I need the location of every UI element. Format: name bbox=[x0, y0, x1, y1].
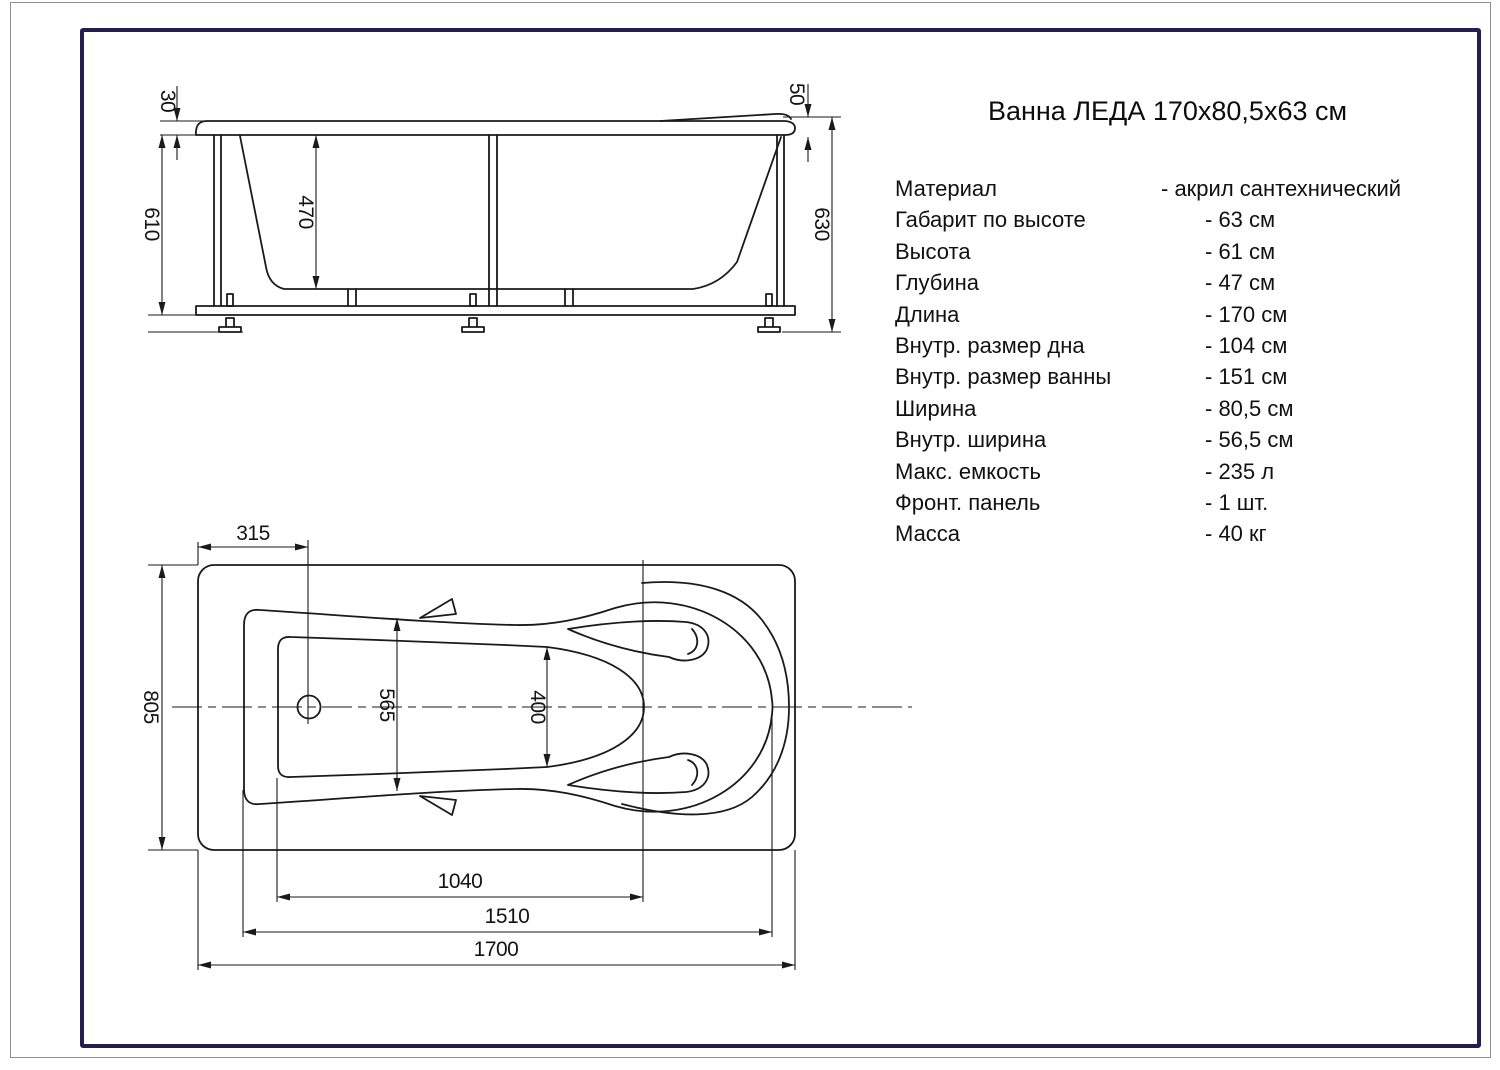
spec-row-inner-size bbox=[895, 361, 1440, 392]
top-dimension-arrowheads bbox=[159, 544, 796, 969]
spec-label: Ширина bbox=[895, 395, 977, 421]
side-view bbox=[140, 83, 841, 332]
side-support-posts bbox=[348, 289, 573, 306]
spec-label: Габарит по высоте bbox=[895, 207, 1086, 233]
spec-value: - 1 шт. bbox=[1205, 490, 1269, 516]
spec-row-height bbox=[895, 236, 1440, 267]
spec-label: Масса bbox=[895, 521, 961, 547]
spec-row-overall-height bbox=[895, 204, 1440, 235]
spec-row-width bbox=[895, 393, 1440, 424]
spec-label: Фронт. панель bbox=[895, 490, 1041, 516]
top-armrest-upper-curl bbox=[688, 629, 697, 654]
spec-row-material bbox=[895, 173, 1440, 204]
spec-label: Внутр. ширина bbox=[895, 427, 1047, 453]
side-interior-profile bbox=[240, 136, 781, 289]
spec-value: - 61 см bbox=[1205, 238, 1276, 264]
spec-panel bbox=[895, 96, 1440, 550]
spec-row-weight bbox=[895, 518, 1440, 549]
dim-overall-width: 805 bbox=[139, 690, 162, 724]
top-extension-lines bbox=[148, 540, 795, 970]
spec-value: - 56,5 см bbox=[1205, 427, 1294, 453]
spec-row-depth bbox=[895, 267, 1440, 298]
dim-overall-height: 630 bbox=[810, 207, 833, 241]
dim-headrest-rise: 50 bbox=[785, 82, 808, 106]
top-armrest-lower-curl bbox=[688, 760, 697, 785]
spec-value: - 151 см bbox=[1205, 364, 1288, 390]
dim-rim-thickness: 30 bbox=[156, 89, 179, 113]
spec-label: Длина bbox=[895, 301, 960, 327]
spec-row-front-panel bbox=[895, 487, 1440, 518]
spec-value: - 47 см bbox=[1205, 270, 1276, 296]
dim-bottom-length: 1040 bbox=[437, 870, 483, 893]
spec-value: - 40 кг bbox=[1205, 521, 1267, 547]
spec-label: Материал bbox=[895, 176, 997, 201]
dim-seat-width: 400 bbox=[526, 690, 549, 724]
spec-row-capacity bbox=[895, 456, 1440, 487]
side-base-rail bbox=[196, 306, 795, 315]
spec-label: Внутр. размер ванны bbox=[895, 364, 1112, 390]
spec-label: Макс. емкость bbox=[895, 458, 1041, 484]
spec-value: - 80,5 см bbox=[1205, 395, 1294, 421]
spec-label: Глубина bbox=[895, 270, 980, 296]
side-feet bbox=[219, 294, 780, 332]
dim-overall-length: 1700 bbox=[473, 938, 519, 961]
page-title: Ванна ЛЕДА 170х80,5х63 см bbox=[987, 96, 1348, 126]
spec-value: - акрил сантехнический bbox=[1161, 176, 1402, 201]
side-headrest-slope bbox=[660, 114, 791, 121]
spec-label: Высота bbox=[895, 238, 971, 264]
dim-drain-offset: 315 bbox=[236, 522, 270, 545]
spec-row-bottom-size bbox=[895, 330, 1440, 361]
spec-value: - 104 см bbox=[1205, 333, 1288, 359]
side-extension-lines bbox=[148, 117, 841, 332]
side-rim bbox=[196, 121, 795, 135]
spec-table bbox=[895, 173, 1440, 550]
spec-label: Внутр. размер дна bbox=[895, 333, 1085, 359]
dim-inner-length: 1510 bbox=[484, 905, 530, 928]
spec-row-inner-width bbox=[895, 424, 1440, 455]
top-view bbox=[139, 522, 912, 970]
dim-inner-depth: 470 bbox=[294, 195, 317, 229]
dim-body-height: 610 bbox=[140, 207, 163, 241]
top-headrest-arc bbox=[622, 582, 789, 814]
dim-inner-width: 565 bbox=[375, 688, 398, 722]
spec-value: - 235 л bbox=[1205, 458, 1275, 484]
spec-value: - 170 см bbox=[1205, 301, 1288, 327]
spec-value: - 63 см bbox=[1205, 207, 1276, 233]
spec-row-length bbox=[895, 299, 1440, 330]
